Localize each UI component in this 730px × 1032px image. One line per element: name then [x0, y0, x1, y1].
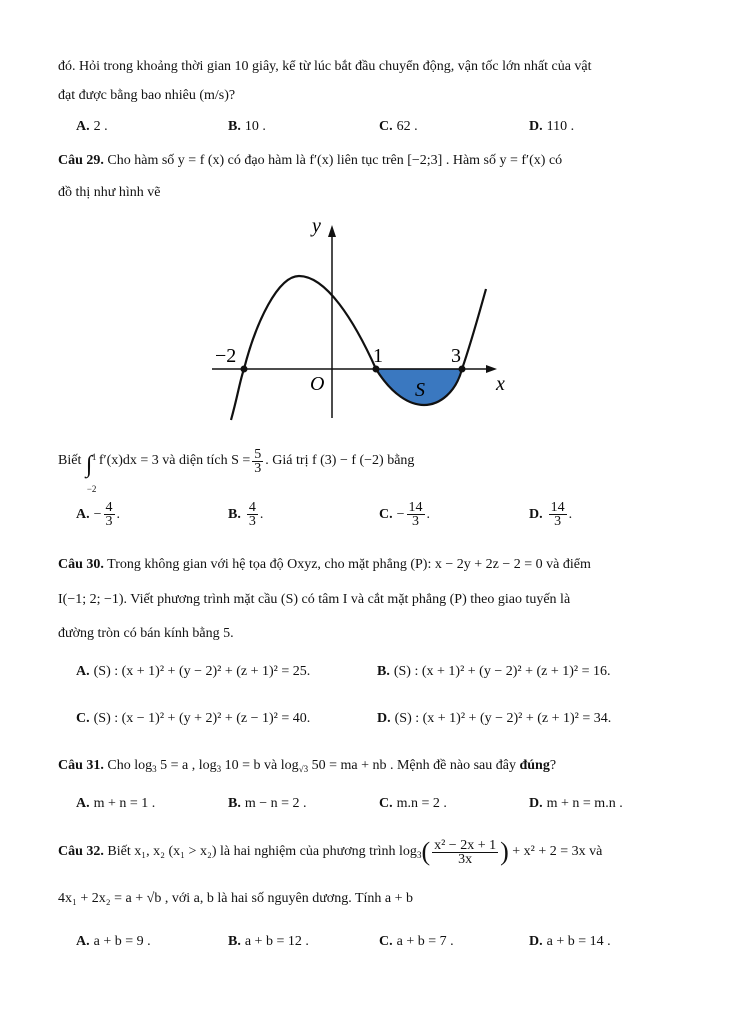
q28-text-line1: đó. Hỏi trong khoảng thời gian 10 giây, kể từ lúc bắt đầu chuyển động, vận tốc lớn nhất của vật	[58, 59, 592, 74]
area-fraction: $\frac{5}{3}$	[254, 446, 262, 476]
q29-stem-line1: Câu 29. Cho hàm số y = f (x) có đạo hàm là f′(x) liên tục trên [−2;3] . Hàm số y = f′(x) có	[58, 153, 563, 168]
q30-stem-line2: I(−1; 2; −1). Viết phương trình mặt cầu (S) có tâm I và cắt mặt phẳng (P) theo giao tuyến là	[58, 592, 571, 607]
log-argument-fraction: $\frac{\text{x² − 2x + 1}}{3x}$	[434, 837, 497, 867]
tick-label-minus2: −2	[215, 345, 237, 367]
q32-title: Câu 32.	[58, 844, 104, 860]
q29-stem-line2: đồ thị như hình vẽ	[58, 185, 161, 200]
q32-option-c[interactable]: C. a + b = 7 .	[379, 934, 454, 949]
q32-stem-line1: Câu 32. Biết x₁, x₂ (x₁ > x₂) là hai nghiệm của phương trình $\log_3$( $\frac{\text{x² − 2x + 1}}{3x}$ ) + x² + 2 = 3x và	[58, 837, 603, 867]
x-axis-label: x	[496, 373, 505, 395]
area-label: S	[415, 379, 425, 401]
q29-option-c[interactable]: C. − $\frac{14}{3}$ .	[379, 500, 431, 530]
q32-option-b[interactable]: B. a + b = 12 .	[228, 934, 309, 949]
q29-option-d[interactable]: D. $\frac{14}{3}$ .	[529, 500, 573, 530]
q29-given: Biết ∫ 1 −2 f′(x)dx = 3 và diện tích S = $\frac{5}{3}$ . Giá trị f (3) − f (−2) bằng	[58, 444, 672, 478]
q31-stem: Câu 31. Cho $\log_3 5 = a$ , $\log_3 10 = b$ và $\log_{√3} 50$ = ma + nb . Mệnh đề nào sau đây đúng?	[58, 758, 557, 774]
integral-sign: ∫ 1 −2	[85, 452, 97, 494]
q28-option-c[interactable]: C. 62 .	[379, 119, 418, 134]
q28-text-line2: đạt được bằng bao nhiêu (m/s)?	[58, 88, 236, 103]
q31-option-a[interactable]: A. m + n = 1 .	[76, 796, 156, 811]
q28-option-d[interactable]: D. 110 .	[529, 119, 575, 134]
q30-stem-line3: đường tròn có bán kính bằng 5.	[58, 626, 234, 641]
q32-stem-line2: 4x₁ + 2x₂ = a + √b , với a, b là hai số nguyên dương. Tính a + b	[58, 891, 414, 906]
q31-option-d[interactable]: D. m + n = m.n .	[529, 796, 623, 811]
q31-option-c[interactable]: C. m.n = 2 .	[379, 796, 447, 811]
derivative-graph	[205, 212, 525, 424]
x-axis-arrow	[486, 365, 497, 373]
y-axis-label: y	[312, 215, 321, 237]
q30-option-c[interactable]: C. (S) : (x − 1)² + (y + 2)² + (z − 1)² = 40.	[76, 711, 311, 726]
q32-option-a[interactable]: A. a + b = 9 .	[76, 934, 151, 949]
tick-label-1: 1	[373, 345, 383, 367]
root-point-minus2	[241, 366, 248, 373]
q29-option-b[interactable]: B. $\frac{4}{3}$ .	[228, 500, 264, 530]
derivative-curve	[231, 276, 486, 420]
q28-option-a[interactable]: A. 2 .	[76, 119, 108, 134]
q30-option-a[interactable]: A. (S) : (x + 1)² + (y − 2)² + (z + 1)² = 25.	[76, 664, 311, 679]
q30-option-b[interactable]: B. (S) : (x + 1)² + (y − 2)² + (z + 1)² = 16.	[377, 664, 611, 679]
q32-option-d[interactable]: D. a + b = 14 .	[529, 934, 611, 949]
tick-label-3: 3	[451, 345, 461, 367]
q30-title: Câu 30.	[58, 557, 104, 572]
q31-option-b[interactable]: B. m − n = 2 .	[228, 796, 307, 811]
q29-title: Câu 29.	[58, 153, 104, 168]
q28-option-b[interactable]: B. 10 .	[228, 119, 266, 134]
q31-title: Câu 31.	[58, 758, 104, 773]
q30-stem-line1: Câu 30. Trong không gian với hệ tọa độ Oxyz, cho mặt phẳng (P): x − 2y + 2z − 2 = 0 và điểm	[58, 557, 591, 572]
q29-option-a[interactable]: A. − $\frac{4}{3}$ .	[76, 500, 121, 530]
y-axis-arrow	[328, 225, 336, 237]
origin-label: O	[310, 373, 325, 395]
q30-option-d[interactable]: D. (S) : (x + 1)² + (y − 2)² + (z + 1)² = 34.	[377, 711, 612, 726]
